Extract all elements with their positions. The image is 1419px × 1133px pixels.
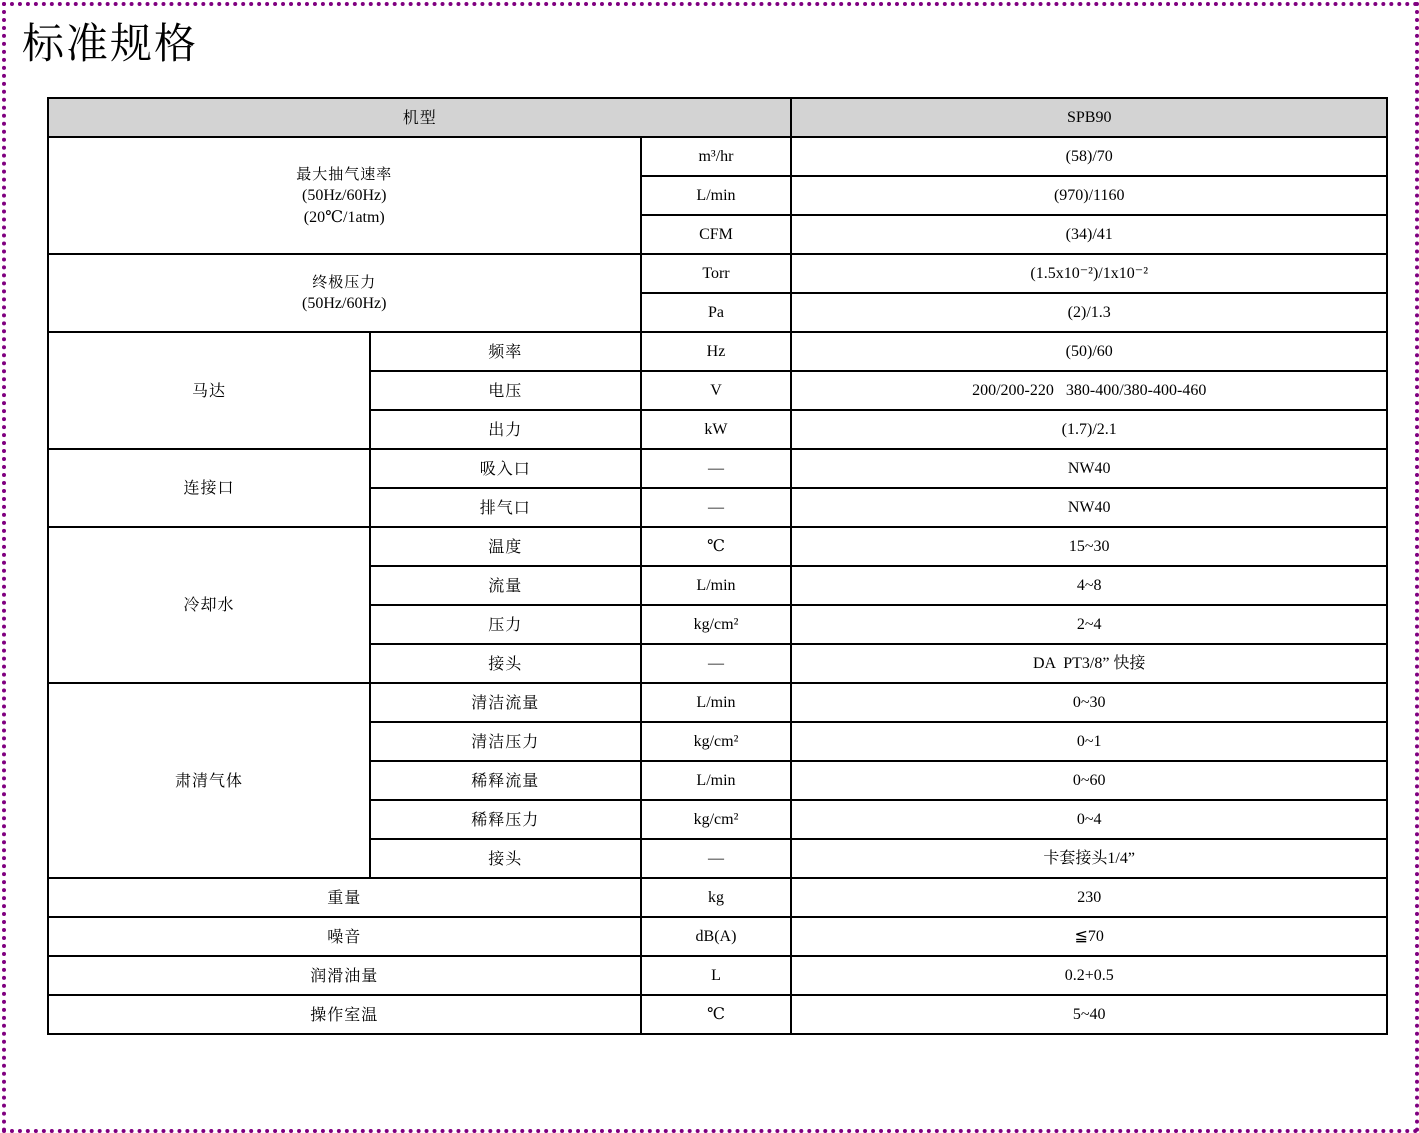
item-cell: 接头 — [370, 839, 641, 878]
cooling-water-label: 冷却水 — [48, 527, 370, 683]
unit-cell: L/min — [641, 761, 792, 800]
item-cell: 稀释流量 — [370, 761, 641, 800]
value-cell: (34)/41 — [791, 215, 1387, 254]
value-cell: (50)/60 — [791, 332, 1387, 371]
value-cell: 230 — [791, 878, 1387, 917]
item-cell: 接头 — [370, 644, 641, 683]
value-cell: NW40 — [791, 488, 1387, 527]
ultimate-pressure-label-line2: (50Hz/60Hz) — [302, 295, 387, 312]
unit-cell: ℃ — [641, 527, 792, 566]
value-cell: ≦70 — [791, 917, 1387, 956]
value-cell: (2)/1.3 — [791, 293, 1387, 332]
value-cell: (58)/70 — [791, 137, 1387, 176]
item-cell: 稀释压力 — [370, 800, 641, 839]
item-cell: 出力 — [370, 410, 641, 449]
table-row — [48, 683, 1387, 722]
pumping-speed-label-line3: (20℃/1atm) — [303, 208, 385, 226]
value-cell: DA PT3/8” 快接 — [791, 644, 1387, 683]
unit-cell: L/min — [641, 683, 792, 722]
unit-cell: — — [641, 449, 792, 488]
pumping-speed-label-line2: (50Hz/60Hz) — [302, 186, 387, 204]
value-cell: (970)/1160 — [791, 176, 1387, 215]
item-cell: 电压 — [370, 371, 641, 410]
unit-cell: V — [641, 371, 792, 410]
value-cell: 200/200-220 380-400/380-400-460 — [791, 371, 1387, 410]
spec-table — [47, 97, 1388, 1035]
item-cell: 温度 — [370, 527, 641, 566]
item-cell: 排气口 — [370, 488, 641, 527]
value-cell: 15~30 — [791, 527, 1387, 566]
unit-cell: kg/cm² — [641, 605, 792, 644]
table-row — [48, 137, 1387, 176]
unit-cell: m³/hr — [641, 137, 792, 176]
item-cell: 流量 — [370, 566, 641, 605]
table-row — [48, 449, 1387, 488]
unit-cell: ℃ — [641, 995, 792, 1034]
unit-cell: kg/cm² — [641, 800, 792, 839]
unit-cell: CFM — [641, 215, 792, 254]
item-cell: 清洁流量 — [370, 683, 641, 722]
table-row — [48, 917, 1387, 956]
purge-gas-label: 肃清气体 — [48, 683, 370, 878]
value-cell: 0.2+0.5 — [791, 956, 1387, 995]
model-value: SPB90 — [791, 98, 1387, 137]
unit-cell: — — [641, 839, 792, 878]
unit-cell: L — [641, 956, 792, 995]
item-cell: 频率 — [370, 332, 641, 371]
item-cell: 重量 — [48, 878, 641, 917]
ultimate-pressure-label — [48, 254, 641, 332]
table-row — [48, 332, 1387, 371]
value-cell: 0~4 — [791, 800, 1387, 839]
value-cell: 4~8 — [791, 566, 1387, 605]
unit-cell: — — [641, 644, 792, 683]
value-cell: 5~40 — [791, 995, 1387, 1034]
unit-cell: kW — [641, 410, 792, 449]
unit-cell: dB(A) — [641, 917, 792, 956]
ultimate-pressure-label-line1: 终极压力 — [312, 273, 377, 291]
unit-cell: Hz — [641, 332, 792, 371]
value-cell: 卡套接头1/4” — [791, 839, 1387, 878]
item-cell: 润滑油量 — [48, 956, 641, 995]
unit-cell: L/min — [641, 566, 792, 605]
item-cell: 吸入口 — [370, 449, 641, 488]
pumping-speed-label-line1: 最大抽气速率 — [296, 164, 393, 183]
value-cell: NW40 — [791, 449, 1387, 488]
unit-cell: L/min — [641, 176, 792, 215]
table-row — [48, 254, 1387, 293]
unit-cell: kg — [641, 878, 792, 917]
item-cell: 压力 — [370, 605, 641, 644]
unit-cell: Torr — [641, 254, 792, 293]
value-cell: 0~1 — [791, 722, 1387, 761]
item-cell: 操作室温 — [48, 995, 641, 1034]
pumping-speed-label — [48, 137, 641, 254]
value-cell: 0~30 — [791, 683, 1387, 722]
value-cell: (1.5x10⁻²)/1x10⁻² — [791, 254, 1387, 293]
table-row — [48, 956, 1387, 995]
connection-label: 连接口 — [48, 449, 370, 527]
item-cell: 噪音 — [48, 917, 641, 956]
table-row — [48, 995, 1387, 1034]
model-label: 机型 — [48, 98, 791, 137]
unit-cell: Pa — [641, 293, 792, 332]
table-header-row — [48, 98, 1387, 137]
value-cell: (1.7)/2.1 — [791, 410, 1387, 449]
unit-cell: — — [641, 488, 792, 527]
item-cell: 清洁压力 — [370, 722, 641, 761]
value-cell: 2~4 — [791, 605, 1387, 644]
motor-label: 马达 — [48, 332, 370, 449]
page-title: 标准规格 — [22, 19, 199, 68]
value-cell: 0~60 — [791, 761, 1387, 800]
table-row — [48, 527, 1387, 566]
table-row — [48, 878, 1387, 917]
unit-cell: kg/cm² — [641, 722, 792, 761]
